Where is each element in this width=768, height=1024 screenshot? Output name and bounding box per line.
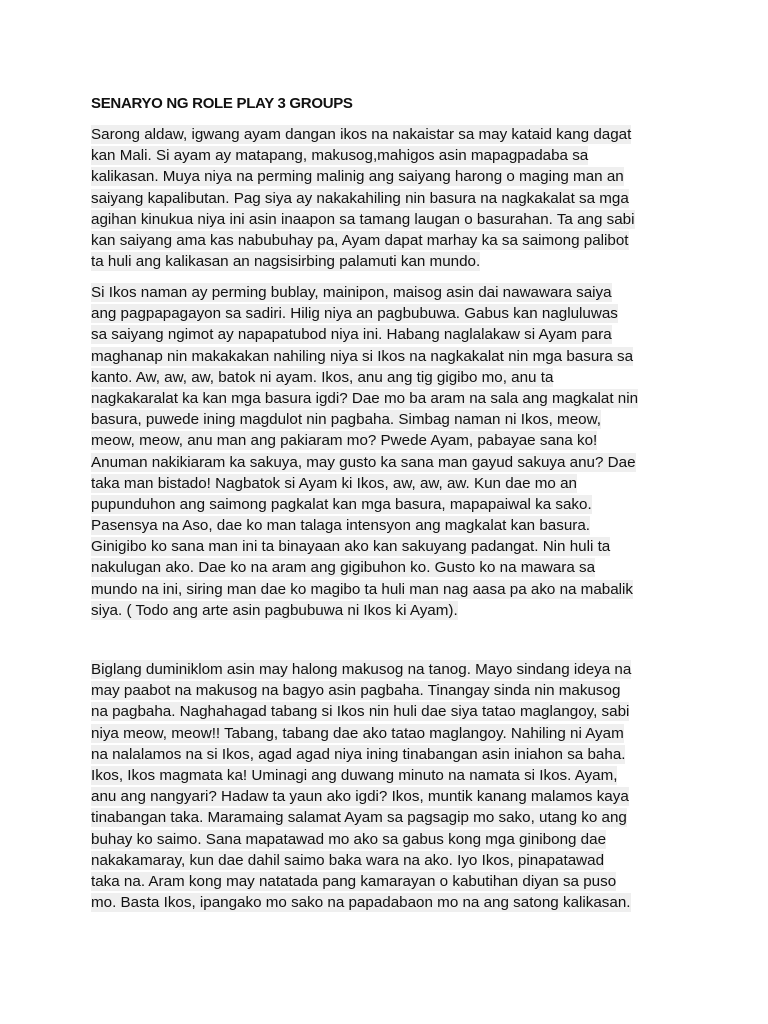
- paragraph-line: [91, 892, 731, 913]
- line-text: basura, puwede ining magdulot nin pagbaha. Simbag naman ni Ikos, meow,: [91, 411, 601, 429]
- line-text: kan saiyang ama kas nabubuhay pa, Ayam dapat marhay ka sa saimong palibot: [91, 231, 629, 249]
- paragraph-line: [91, 765, 731, 786]
- paragraph-line: [91, 494, 731, 515]
- line-text: nagkakaralat ka kan mga basura igdi? Dae mo ba aram na sala ang magkalat nin: [91, 389, 639, 407]
- line-text: tinabangan taka. Maramaing salamat Ayam sa pagsagip mo sako, utang ko ang: [91, 809, 627, 827]
- paragraph-line: [91, 346, 731, 367]
- paragraph-line: [91, 188, 731, 209]
- paragraph-line: [91, 786, 731, 807]
- paragraph-line: [91, 701, 731, 722]
- paragraph-line: [91, 744, 731, 765]
- line-text: kanto. Aw, aw, aw, batok ni ayam. Ikos, anu ang tig gigibo mo, anu ta: [91, 368, 554, 386]
- paragraph-1: [91, 124, 731, 272]
- line-text: Anuman nakikiaram ka sakuya, may gusto ka sana man gayud sakuya anu? Dae: [91, 453, 636, 471]
- line-text: Ikos, Ikos magmata ka! Uminagi ang duwang minuto na namata si Ikos. Ayam,: [91, 766, 618, 784]
- line-text: siya. ( Todo ang arte asin pagbubuwa ni Ikos ki Ayam).: [91, 601, 458, 619]
- document-title: SENARYO NG ROLE PLAY 3 GROUPS: [91, 95, 353, 112]
- paragraph-line: [91, 409, 731, 430]
- paragraph-line: [91, 600, 731, 621]
- paragraph-line: [91, 850, 731, 871]
- line-text: Si Ikos naman ay perming bublay, mainipon, maisog asin dai nawawara saiya: [91, 284, 612, 301]
- paragraph-line: [91, 807, 731, 828]
- paragraph-line: [91, 557, 731, 578]
- line-text: ta huli ang kalikasan an nagsisirbing palamuti kan mundo.: [91, 253, 481, 271]
- paragraph-line: [91, 124, 731, 145]
- line-text: na pagbaha. Naghahagad tabang si Ikos nin huli dae siya tatao maglangoy, sabi: [91, 703, 630, 721]
- paragraph-line: [91, 515, 731, 536]
- line-text: nakulugan ako. Dae ko na aram ang gigibuhon ko. Gusto ko na mawara sa: [91, 559, 596, 577]
- paragraph-3: [91, 659, 731, 913]
- paragraph-line: [91, 680, 731, 701]
- line-text: anu ang nangyari? Hadaw ta yaun ako igdi? Ikos, muntik kanang malamos kaya: [91, 788, 629, 806]
- paragraph-line: [91, 430, 731, 451]
- paragraph-line: [91, 324, 731, 345]
- line-text: meow, meow, anu man ang pakiaram mo? Pwede Ayam, pabayae sana ko!: [91, 432, 598, 450]
- line-text: na nalalamos na si Ikos, agad agad niya ining tinabangan asin iniahon sa baha.: [91, 745, 626, 763]
- line-text: agihan kinukua niya ini asin inaapon sa tamang laugan o basurahan. Ta ang sabi: [91, 210, 635, 228]
- line-text: Ginigibo ko sana man ini ta binayaan ako kan sakuyang padangat. Nin huli ta: [91, 538, 611, 556]
- line-text: pupunduhon ang saimong pagkalat kan mga basura, mapapaiwal ka sako.: [91, 495, 592, 513]
- line-text: mundo na ini, siring man dae ko magibo ta huli man nag aasa pa ako na mabalik: [91, 580, 634, 598]
- paragraph-line: [91, 452, 731, 473]
- paragraph-line: [91, 230, 731, 251]
- line-text: sa saiyang ngimot ay napapatubod niya ini. Habang naglalakaw si Ayam para: [91, 326, 612, 344]
- line-text: kalikasan. Muya niya na perming malinig ang saiyang harong o maging man an: [91, 168, 624, 186]
- line-text: Pasensya na Aso, dae ko man talaga intensyon ang magkalat kan basura.: [91, 517, 590, 535]
- paragraph-line: [91, 473, 731, 494]
- line-text: nakakamaray, kun dae dahil saimo baka wara na ako. Iyo Ikos, pinapatawad: [91, 851, 605, 869]
- paragraph-line: [91, 209, 731, 230]
- line-text: maghanap nin makakakan nahiling niya si Ikos na nagkakalat nin mga basura sa: [91, 347, 634, 365]
- paragraph-line: [91, 388, 731, 409]
- paragraph-line: [91, 659, 731, 680]
- line-text: Biglang duminiklom asin may halong makusog na tanog. Mayo sindang ideya na: [91, 661, 632, 678]
- line-text: may paabot na makusog na bagyo asin pagbaha. Tinangay sinda nin makusog: [91, 682, 621, 700]
- paragraph-line: [91, 145, 731, 166]
- paragraph-line: [91, 829, 731, 850]
- paragraph-line: [91, 579, 731, 600]
- line-text: niya meow, meow!! Tabang, tabang dae ako tatao maglangoy. Nahiling ni Ayam: [91, 724, 624, 742]
- paragraph-2: [91, 282, 731, 621]
- line-text: buhay ko saimo. Sana mapatawad mo ako sa gabus kong mga ginibong dae: [91, 830, 607, 848]
- paragraph-line: [91, 723, 731, 744]
- paragraph-line: [91, 282, 731, 303]
- line-text: Sarong aldaw, igwang ayam dangan ikos na nakaistar sa may kataid kang dagat: [91, 126, 632, 143]
- paragraph-line: [91, 536, 731, 557]
- paragraph-line: [91, 251, 731, 272]
- line-text: taka man bistado! Nagbatok si Ayam ki Ikos, aw, aw, aw. Kun dae mo an: [91, 474, 577, 492]
- paragraph-line: [91, 367, 731, 388]
- line-text: taka na. Aram kong may natatada pang kamarayan o kabutihan diyan sa puso: [91, 872, 617, 890]
- paragraph-line: [91, 303, 731, 324]
- paragraph-line: [91, 871, 731, 892]
- line-text: mo. Basta Ikos, ipangako mo sako na papadabaon mo na ang satong kalikasan.: [91, 894, 631, 912]
- line-text: saiyang kapalibutan. Pag siya ay nakakahiling nin basura na nagkakalat sa mga: [91, 189, 629, 207]
- line-text: ang pagpapagayon sa sadiri. Hilig niya an pagbubuwa. Gabus kan nagluluwas: [91, 305, 618, 323]
- line-text: kan Mali. Si ayam ay matapang, makusog,mahigos asin mapagpadaba sa: [91, 147, 589, 165]
- paragraph-line: [91, 166, 731, 187]
